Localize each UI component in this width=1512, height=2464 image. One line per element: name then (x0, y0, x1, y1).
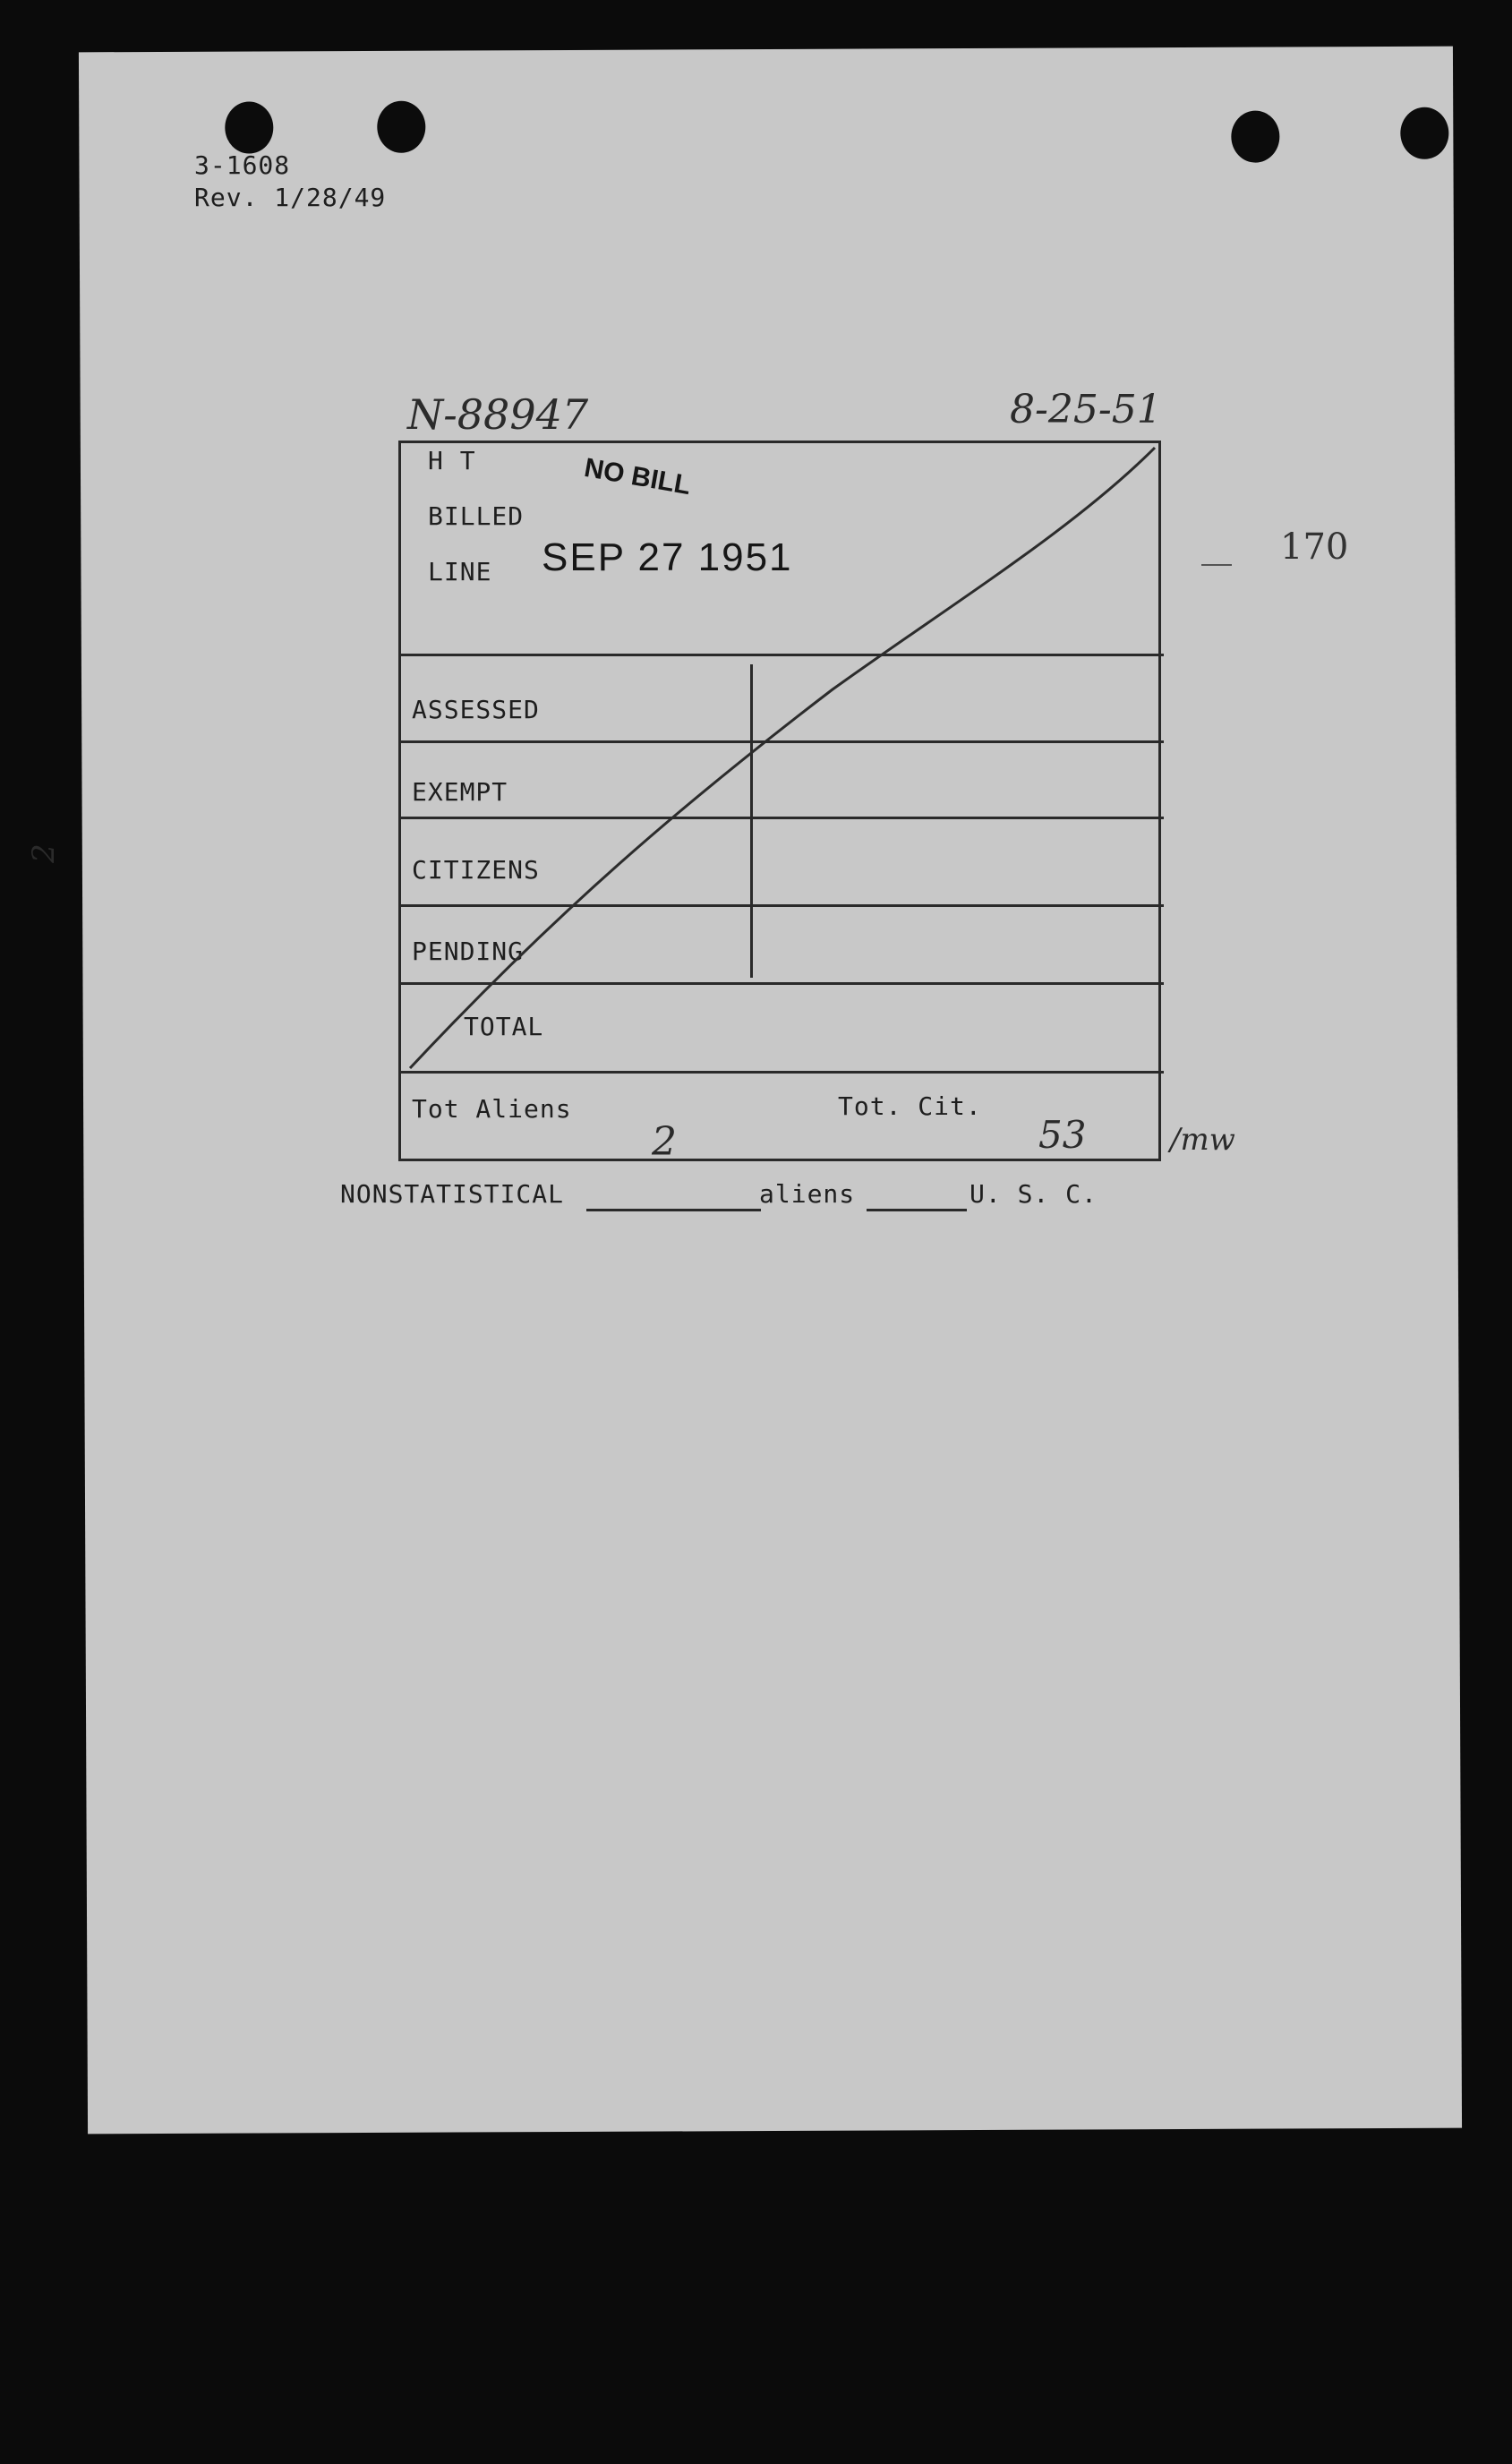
column-divider (750, 664, 753, 978)
label-aliens: aliens (759, 1179, 856, 1209)
margin-mark: 2 (25, 843, 62, 863)
divider (398, 1071, 1164, 1074)
punch-hole (1400, 107, 1448, 159)
blank-line (867, 1209, 967, 1211)
label-tot-aliens: Tot Aliens (412, 1094, 572, 1124)
form-revision: Rev. 1/28/49 (194, 183, 387, 212)
page-number-stamp: 170 (1280, 526, 1349, 568)
divider (398, 982, 1164, 985)
punch-hole (1231, 111, 1279, 163)
label-citizens: CITIZENS (412, 855, 540, 885)
divider (398, 904, 1164, 907)
initials-handwritten: /mw (1170, 1122, 1235, 1158)
date-stamp: SEP 27 1951 (542, 535, 793, 579)
dash-mark (1201, 564, 1232, 566)
citizens-count-handwritten: 53 (1038, 1113, 1087, 1157)
date-handwritten: 8-25-51 (1010, 387, 1162, 432)
punch-hole (377, 101, 425, 153)
label-assessed: ASSESSED (412, 695, 540, 724)
label-ht: H T (428, 446, 476, 475)
label-pending: PENDING (412, 937, 525, 966)
label-line: LINE (428, 557, 492, 586)
label-tot-cit: Tot. Cit. (838, 1091, 982, 1121)
form-number: 3-1608 (194, 150, 291, 180)
aliens-count-handwritten: 2 (652, 1119, 677, 1165)
label-billed: BILLED (428, 501, 525, 531)
divider (398, 654, 1164, 656)
divider (398, 817, 1164, 819)
label-nonstatistical: NONSTATISTICAL (340, 1179, 565, 1209)
label-usc: U. S. C. (970, 1179, 1098, 1209)
label-total: TOTAL (464, 1012, 544, 1041)
file-number-handwritten: N-88947 (407, 390, 589, 439)
punch-hole (225, 101, 273, 153)
label-exempt: EXEMPT (412, 777, 508, 807)
divider (398, 740, 1164, 743)
no-bill-stamp: NO BILL (582, 452, 694, 501)
blank-line (586, 1209, 761, 1211)
